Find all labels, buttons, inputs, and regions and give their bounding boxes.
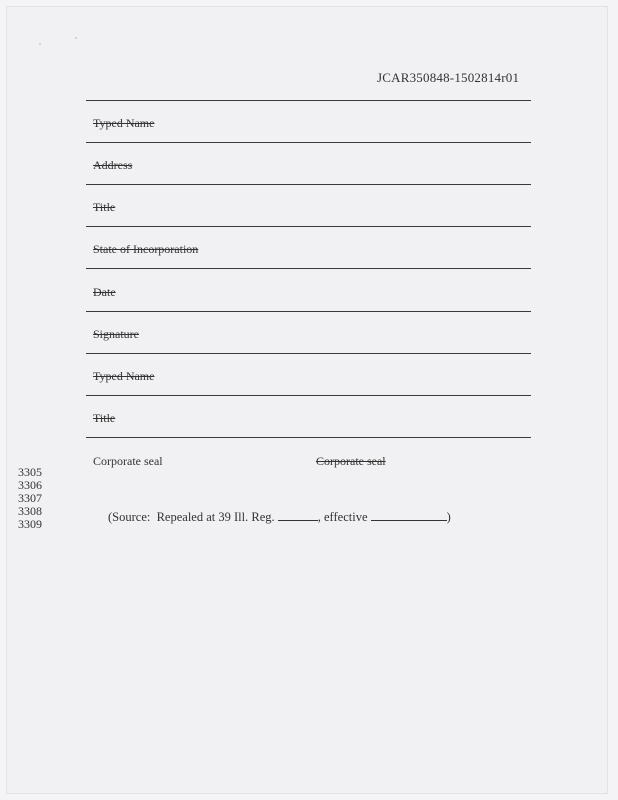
field-label-address: Address (93, 158, 133, 172)
field-label-date: Date (93, 285, 116, 299)
document-id: JCAR350848-1502814r01 (377, 70, 520, 85)
effective-date-blank (371, 509, 447, 521)
scan-speck (39, 43, 41, 45)
field-rule (86, 395, 531, 396)
line-number: 3307 (18, 491, 42, 505)
field-rule (86, 142, 531, 143)
field-label-state-of-incorporation: State of Incorporation (93, 242, 199, 256)
field-rule (86, 353, 531, 354)
register-blank (278, 509, 318, 521)
field-label-title: Title (93, 200, 116, 214)
field-label-typed-name: Typed Name (93, 116, 155, 130)
source-prefix: (Source: Repealed at 39 Ill. Reg. (108, 510, 278, 524)
field-rule (86, 268, 531, 269)
field-label-title-2: Title (93, 411, 116, 425)
source-suffix: ) (446, 510, 451, 524)
field-rule (86, 311, 531, 312)
field-rule (86, 226, 531, 227)
line-number: 3309 (18, 517, 42, 531)
scan-speck (75, 37, 77, 39)
source-middle: , effective (317, 510, 371, 524)
corporate-seal-label: Corporate seal (93, 454, 163, 468)
field-rule (86, 100, 531, 101)
line-number: 3305 (18, 465, 42, 479)
corporate-seal-label-struck: Corporate seal (316, 454, 386, 468)
line-number: 3308 (18, 504, 42, 518)
source-note (108, 509, 451, 525)
field-label-typed-name-2: Typed Name (93, 369, 155, 383)
field-label-signature: Signature (93, 327, 139, 341)
field-rule (86, 184, 531, 185)
field-rule (86, 437, 531, 438)
line-numbers (18, 466, 42, 531)
line-number: 3306 (18, 478, 42, 492)
